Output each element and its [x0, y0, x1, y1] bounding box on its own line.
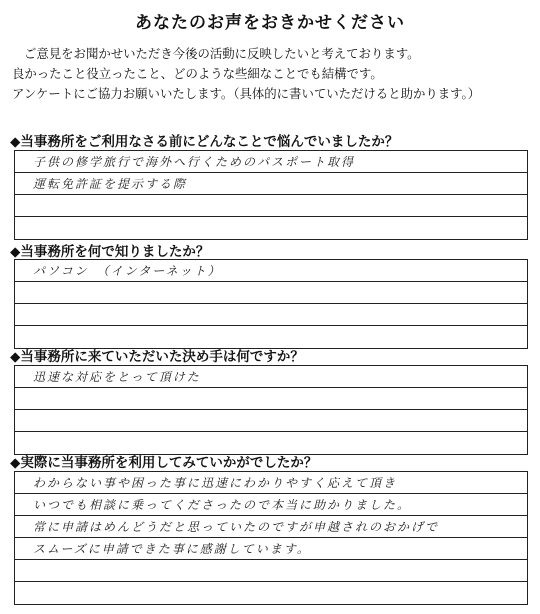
answer-line: [15, 260, 527, 282]
answer-line: [15, 388, 527, 410]
answer-line: [15, 494, 527, 516]
answer-line: [15, 516, 527, 538]
handwritten-answer: 子供の修学旅行で海外へ行くためのパスポート取得: [33, 155, 356, 169]
handwritten-answer: 迅速な対応をとって頂けた: [33, 370, 201, 384]
handwritten-answer: 運転免許証を提示する際: [33, 177, 188, 191]
answer-box: [14, 471, 528, 605]
question-heading: ◆当事務所をご利用なさる前にどんなことで悩んでいましたか？: [10, 134, 399, 150]
intro-line: ご意見をお聞かせいただき今後の活動に反映したいと考えております。: [24, 46, 420, 61]
answer-line: [15, 151, 527, 173]
handwritten-answer: スムーズに申請できた事に感謝しています。: [33, 542, 311, 556]
answer-line: [15, 582, 527, 604]
answer-line: [15, 410, 527, 432]
page-title: あなたのお声をおきかせください: [135, 13, 405, 33]
answer-line: [15, 195, 527, 217]
intro-line: 良かったこと役立ったこと、どのような些細なことでも結構です。: [12, 66, 383, 81]
question-heading: ◆当事務所に来ていただいた決め手は何ですか？: [10, 349, 304, 365]
handwritten-answer: パソコン （インターネット）: [33, 264, 222, 278]
answer-box: [14, 150, 528, 240]
handwritten-answer: 常に申請はめんどうだと思っていたのですが申越されのおかげで: [33, 520, 440, 534]
handwritten-answer: わからない事や困った事に迅速にわかりやすく応えて頂き: [33, 476, 398, 490]
answer-line: [15, 173, 527, 195]
answer-line: [15, 217, 527, 239]
answer-line: [15, 538, 527, 560]
answer-line: [15, 304, 527, 326]
intro-text: [12, 44, 532, 104]
answer-line: [15, 472, 527, 494]
answer-box: [14, 259, 528, 349]
answer-line: [15, 560, 527, 582]
handwritten-answer: いつでも相談に乗ってくださったので本当に助かりました。: [33, 498, 412, 512]
answer-box: [14, 365, 528, 455]
question-heading: ◆当事務所を何で知りましたか？: [10, 244, 210, 260]
question-heading: ◆実際に当事務所を利用してみていかがでしたか？: [10, 455, 318, 471]
answer-line: [15, 282, 527, 304]
answer-line: [15, 366, 527, 388]
intro-line: アンケートにご協力お願いいたします。（具体的に書いていただけると助かります。）: [12, 86, 481, 101]
